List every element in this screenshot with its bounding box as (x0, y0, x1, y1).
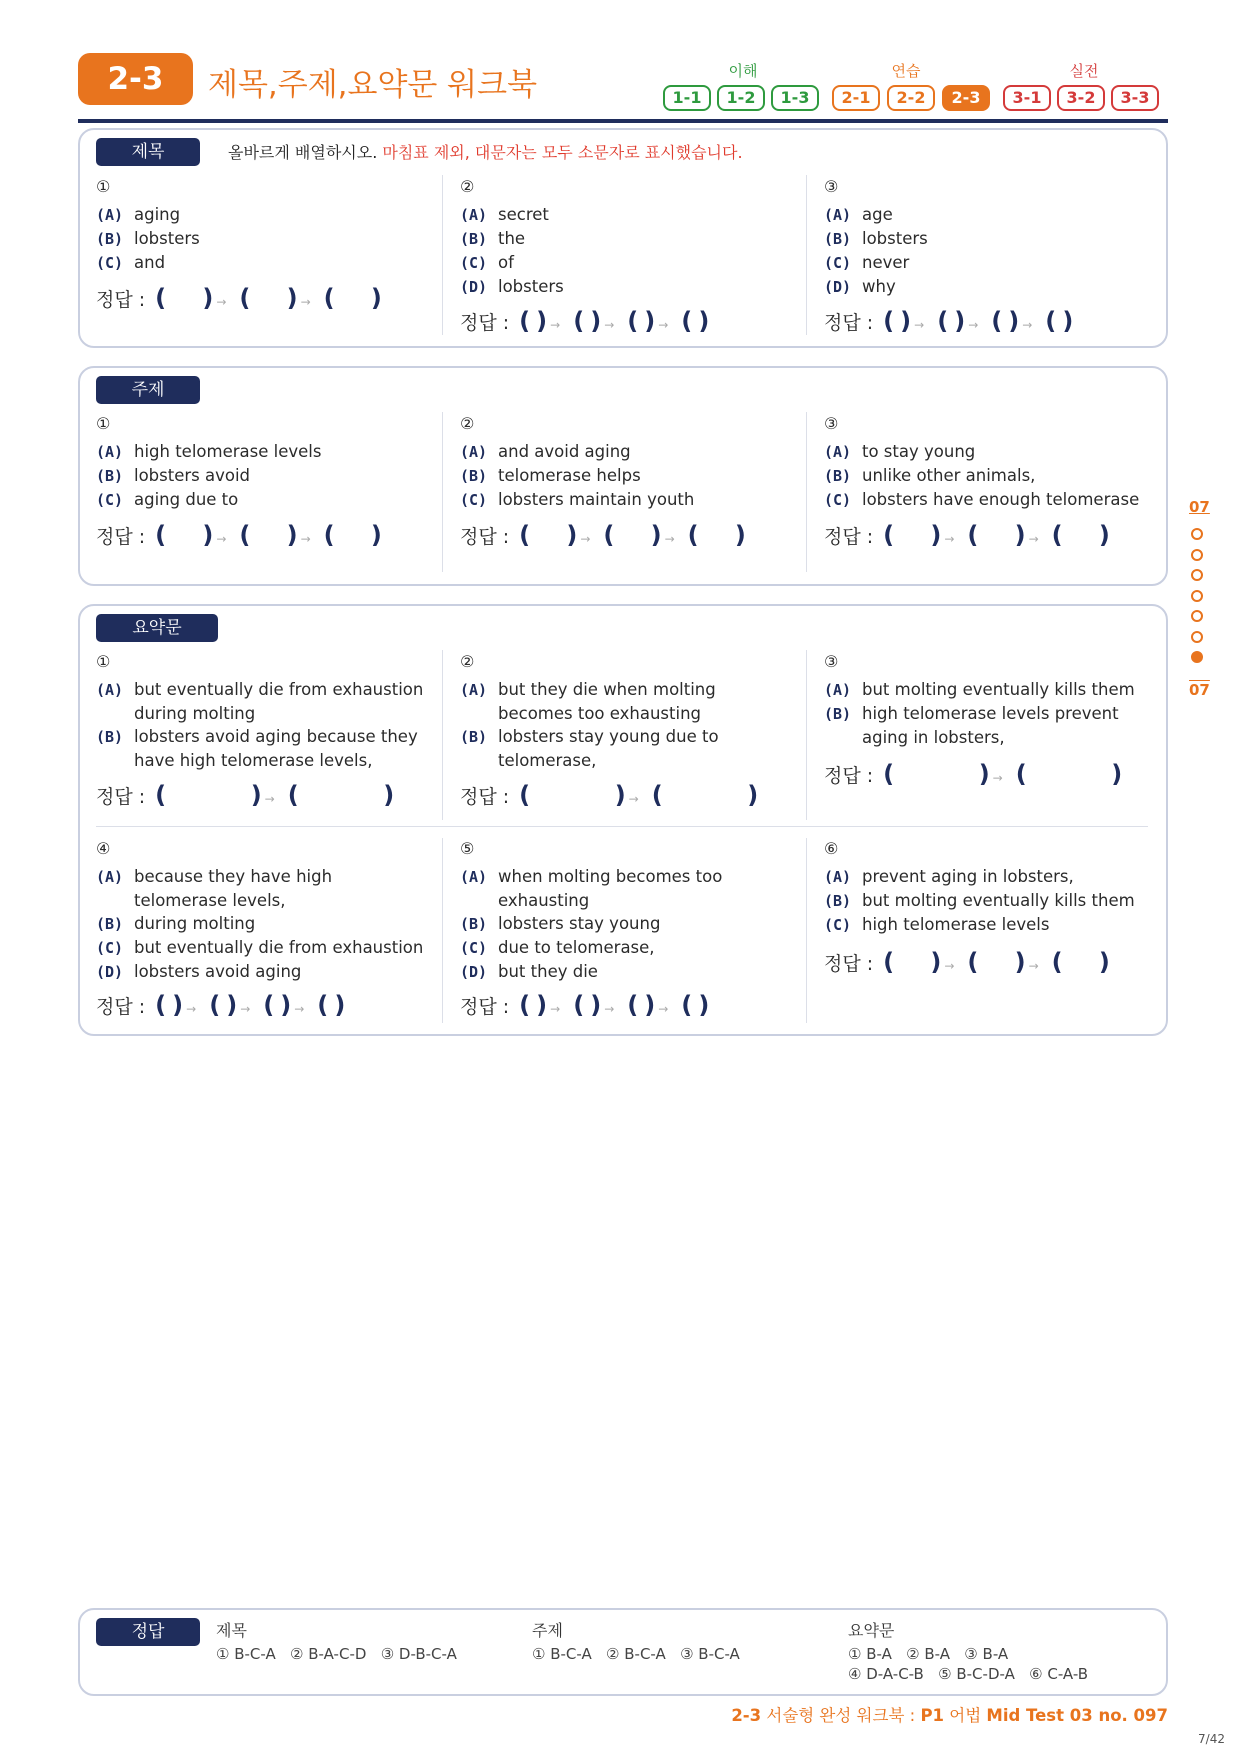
section-badge: 2-3 (78, 53, 193, 105)
side-nav-top: 07 (1189, 498, 1210, 516)
option-letter: (D) (96, 963, 124, 981)
answer-label: 정답 : (460, 312, 510, 334)
step-tab-2-2[interactable]: 2-2 (887, 85, 935, 111)
option-text: high telomerase levels prevent aging in lobsters, (862, 704, 1119, 747)
question-item (824, 839, 1154, 937)
answer-label: 정답 : (460, 786, 510, 808)
option-letter: (B) (96, 230, 124, 248)
summary-row-divider (96, 826, 1148, 827)
option-letter: (C) (824, 916, 852, 934)
footer-source: 2-3 서술형 완성 워크북 : P1 어법 Mid Test 03 no. 097 (731, 1706, 1168, 1725)
option-letter: (B) (824, 705, 852, 723)
column-divider (442, 838, 443, 1023)
answer-label: 정답 : (96, 996, 146, 1018)
option-c (824, 488, 1154, 512)
question-item (460, 414, 790, 512)
option-text: aging (134, 205, 181, 224)
option-b (96, 912, 426, 936)
option-c (460, 936, 790, 960)
option-a (824, 678, 1154, 702)
option-text: lobsters stay young due to telomerase, (498, 727, 719, 770)
option-text: lobsters (498, 277, 564, 296)
key-topic-answers: ① B-C-A ② B-C-A ③ B-C-A (532, 1645, 740, 1663)
option-text: but they die when molting becomes too exhausting (498, 680, 716, 723)
key-title-label: 제목 (216, 1621, 247, 1640)
question-number: ⑥ (824, 839, 839, 858)
column-divider (806, 412, 807, 572)
option-text: and avoid aging (498, 442, 631, 461)
key-topic-label: 주제 (532, 1621, 563, 1640)
column-divider (806, 650, 807, 820)
option-letter: (B) (824, 467, 852, 485)
option-text: but they die (498, 962, 598, 981)
option-b (824, 464, 1154, 488)
option-d (460, 275, 790, 299)
option-letter: (C) (824, 491, 852, 509)
option-text: but eventually die from exhaustion during molting (134, 680, 424, 723)
option-a (460, 203, 790, 227)
option-a (96, 440, 426, 464)
option-text: high telomerase levels (134, 442, 322, 461)
question-number: ① (96, 177, 111, 196)
step-tab-1-1[interactable]: 1-1 (663, 85, 711, 111)
option-letter: (B) (460, 915, 488, 933)
option-d (460, 960, 790, 984)
option-a (460, 440, 790, 464)
question-item (460, 652, 790, 772)
question-number: ③ (824, 652, 839, 671)
step-group-label: 연습 (891, 62, 921, 80)
option-c (460, 488, 790, 512)
option-letter: (A) (824, 868, 852, 886)
column-divider (442, 175, 443, 335)
option-d (96, 960, 426, 984)
step-tab-2-1[interactable]: 2-1 (832, 85, 880, 111)
option-letter: (B) (460, 728, 488, 746)
option-text: age (862, 205, 893, 224)
option-letter: (C) (460, 491, 488, 509)
answer-label: 정답 : (460, 996, 510, 1018)
answer-label: 정답 : (96, 526, 146, 548)
option-b (824, 227, 1154, 251)
question-item (96, 177, 426, 275)
question-item (824, 177, 1154, 299)
step-tab-3-1[interactable]: 3-1 (1003, 85, 1051, 111)
option-text: due to telomerase, (498, 938, 655, 957)
option-b (460, 912, 790, 936)
side-nav-dot[interactable] (1191, 569, 1203, 581)
option-a (96, 865, 426, 912)
option-text: prevent aging in lobsters, (862, 867, 1074, 886)
question-item (824, 414, 1154, 512)
summary-tag: 요약문 (96, 614, 218, 642)
answer-blanks[interactable]: 정답 : ( ) → ( ) (824, 760, 1123, 788)
question-item (824, 652, 1154, 749)
page-number: 7/42 (1198, 1732, 1225, 1746)
option-b (96, 227, 426, 251)
option-letter: (C) (460, 254, 488, 272)
title-tag: 제목 (96, 138, 200, 166)
option-text: and (134, 253, 166, 272)
side-nav-dot[interactable] (1191, 631, 1203, 643)
option-text: but molting eventually kills them (862, 891, 1135, 910)
key-summary-label: 요약문 (848, 1621, 895, 1640)
option-a (96, 203, 426, 227)
option-letter: (B) (460, 467, 488, 485)
option-a (460, 678, 790, 725)
option-b (460, 227, 790, 251)
option-letter: (A) (96, 868, 124, 886)
side-nav-bottom: 07 (1189, 681, 1210, 699)
answer-blanks[interactable]: 정답 : ( ) → ( ) → ( ) → ( ) (824, 307, 1074, 335)
option-b (460, 464, 790, 488)
option-letter: (C) (460, 939, 488, 957)
option-a (460, 865, 790, 912)
option-letter: (B) (96, 467, 124, 485)
option-text: of (498, 253, 514, 272)
step-tab-1-3[interactable]: 1-3 (771, 85, 819, 111)
option-d (824, 275, 1154, 299)
answer-label: 정답 : (824, 953, 874, 975)
option-text: lobsters maintain youth (498, 490, 695, 509)
option-letter: (B) (824, 892, 852, 910)
option-b (824, 702, 1154, 749)
option-b (824, 889, 1154, 913)
option-a (824, 203, 1154, 227)
page-title: 제목,주제,요약문 워크북 (208, 67, 538, 103)
question-number: ② (460, 652, 475, 671)
side-nav-dot[interactable] (1191, 651, 1203, 663)
step-tab-3-3[interactable]: 3-3 (1111, 85, 1159, 111)
option-letter: (C) (96, 939, 124, 957)
option-c (96, 251, 426, 275)
step-tab-2-3[interactable]: 2-3 (942, 85, 990, 111)
option-text: why (862, 277, 896, 296)
option-text: the (498, 229, 526, 248)
answer-blanks[interactable]: 정답 : ( ) → ( ) (96, 781, 395, 809)
option-text: lobsters stay young (498, 914, 661, 933)
option-text: telomerase helps (498, 466, 641, 485)
topic-tag: 주제 (96, 376, 200, 404)
question-item (460, 839, 790, 984)
side-nav-dot[interactable] (1191, 549, 1203, 561)
column-divider (806, 175, 807, 335)
question-item (96, 652, 426, 772)
option-letter: (A) (460, 443, 488, 461)
option-letter: (D) (460, 963, 488, 981)
step-group-label: 실전 (1069, 62, 1099, 80)
option-c (96, 488, 426, 512)
question-number: ④ (96, 839, 111, 858)
option-letter: (A) (460, 681, 488, 699)
column-divider (442, 650, 443, 820)
option-text: secret (498, 205, 549, 224)
step-group-label: 이해 (728, 62, 758, 80)
option-a (824, 440, 1154, 464)
option-text: never (862, 253, 910, 272)
option-letter: (A) (824, 681, 852, 699)
question-number: ① (96, 414, 111, 433)
option-text: when molting becomes too exhausting (498, 867, 723, 910)
option-text: but eventually die from exhaustion (134, 938, 424, 957)
question-number: ② (460, 177, 475, 196)
answer-label: 정답 : (824, 765, 874, 787)
question-item (96, 839, 426, 984)
option-c (460, 251, 790, 275)
question-number: ① (96, 652, 111, 671)
option-text: aging due to (134, 490, 239, 509)
option-text: lobsters avoid aging (134, 962, 302, 981)
option-text: high telomerase levels (862, 915, 1050, 934)
option-letter: (B) (460, 230, 488, 248)
question-number: ② (460, 414, 475, 433)
key-summary-answers-1: ① B-A ② B-A ③ B-A (848, 1645, 1009, 1663)
side-nav-dot[interactable] (1191, 528, 1203, 540)
option-text: lobsters have enough telomerase (862, 490, 1140, 509)
answer-blanks[interactable]: 정답 : ( ) → ( ) → ( ) (824, 948, 1110, 976)
option-b (96, 725, 426, 772)
question-number: ⑤ (460, 839, 475, 858)
answer-blanks[interactable]: 정답 : ( ) → ( ) → ( ) → ( ) (460, 307, 710, 335)
option-b (96, 464, 426, 488)
option-letter: (C) (824, 254, 852, 272)
answer-blanks[interactable]: 정답 : ( ) → ( ) → ( ) (824, 521, 1110, 549)
answer-key-tag: 정답 (96, 1618, 200, 1646)
step-tab-1-2[interactable]: 1-2 (717, 85, 765, 111)
answer-label: 정답 : (824, 526, 874, 548)
option-letter: (A) (96, 443, 124, 461)
column-divider (442, 412, 443, 572)
option-c (824, 251, 1154, 275)
option-letter: (B) (96, 728, 124, 746)
option-letter: (B) (824, 230, 852, 248)
option-letter: (A) (460, 206, 488, 224)
option-letter: (A) (460, 868, 488, 886)
option-text: lobsters avoid aging because they have high telomerase levels, (134, 727, 418, 770)
answer-blanks[interactable]: 정답 : ( ) → ( ) → ( ) (460, 521, 746, 549)
question-number: ③ (824, 414, 839, 433)
option-letter: (A) (96, 206, 124, 224)
header-rule (78, 119, 1168, 123)
answer-blanks[interactable]: 정답 : ( ) → ( ) → ( ) (96, 284, 382, 312)
option-letter: (C) (96, 491, 124, 509)
option-letter: (A) (96, 681, 124, 699)
answer-label: 정답 : (96, 786, 146, 808)
option-letter: (C) (96, 254, 124, 272)
option-text: lobsters avoid (134, 466, 251, 485)
answer-blanks[interactable]: 정답 : ( ) → ( ) → ( ) → ( ) (460, 991, 710, 1019)
option-text: lobsters (862, 229, 928, 248)
option-letter: (D) (824, 278, 852, 296)
answer-label: 정답 : (96, 289, 146, 311)
side-nav-dot[interactable] (1191, 610, 1203, 622)
option-c (824, 913, 1154, 937)
key-title-answers: ① B-C-A ② B-A-C-D ③ D-B-C-A (216, 1645, 457, 1663)
column-divider (806, 838, 807, 1023)
option-letter: (A) (824, 206, 852, 224)
option-letter: (A) (824, 443, 852, 461)
answer-blanks[interactable]: 정답 : ( ) → ( ) → ( ) → ( ) (96, 991, 346, 1019)
option-text: but molting eventually kills them (862, 680, 1135, 699)
side-nav-dot[interactable] (1191, 590, 1203, 602)
question-item (460, 177, 790, 299)
option-letter: (D) (460, 278, 488, 296)
option-c (96, 936, 426, 960)
answer-blanks[interactable]: 정답 : ( ) → ( ) → ( ) (96, 521, 382, 549)
key-summary-answers-2: ④ D-A-C-B ⑤ B-C-D-A ⑥ C-A-B (848, 1665, 1089, 1683)
option-text: during molting (134, 914, 256, 933)
option-a (824, 865, 1154, 889)
option-text: because they have high telomerase levels, (134, 867, 333, 910)
answer-label: 정답 : (824, 312, 874, 334)
question-item (96, 414, 426, 512)
question-number: ③ (824, 177, 839, 196)
instruction: 올바르게 배열하시오. 마침표 제외, 대문자는 모두 소문자로 표시했습니다. (228, 143, 743, 162)
answer-label: 정답 : (460, 526, 510, 548)
option-b (460, 725, 790, 772)
option-text: unlike other animals, (862, 466, 1036, 485)
answer-blanks[interactable]: 정답 : ( ) → ( ) (460, 781, 759, 809)
option-letter: (B) (96, 915, 124, 933)
step-tab-3-2[interactable]: 3-2 (1057, 85, 1105, 111)
option-text: to stay young (862, 442, 976, 461)
option-a (96, 678, 426, 725)
option-text: lobsters (134, 229, 200, 248)
